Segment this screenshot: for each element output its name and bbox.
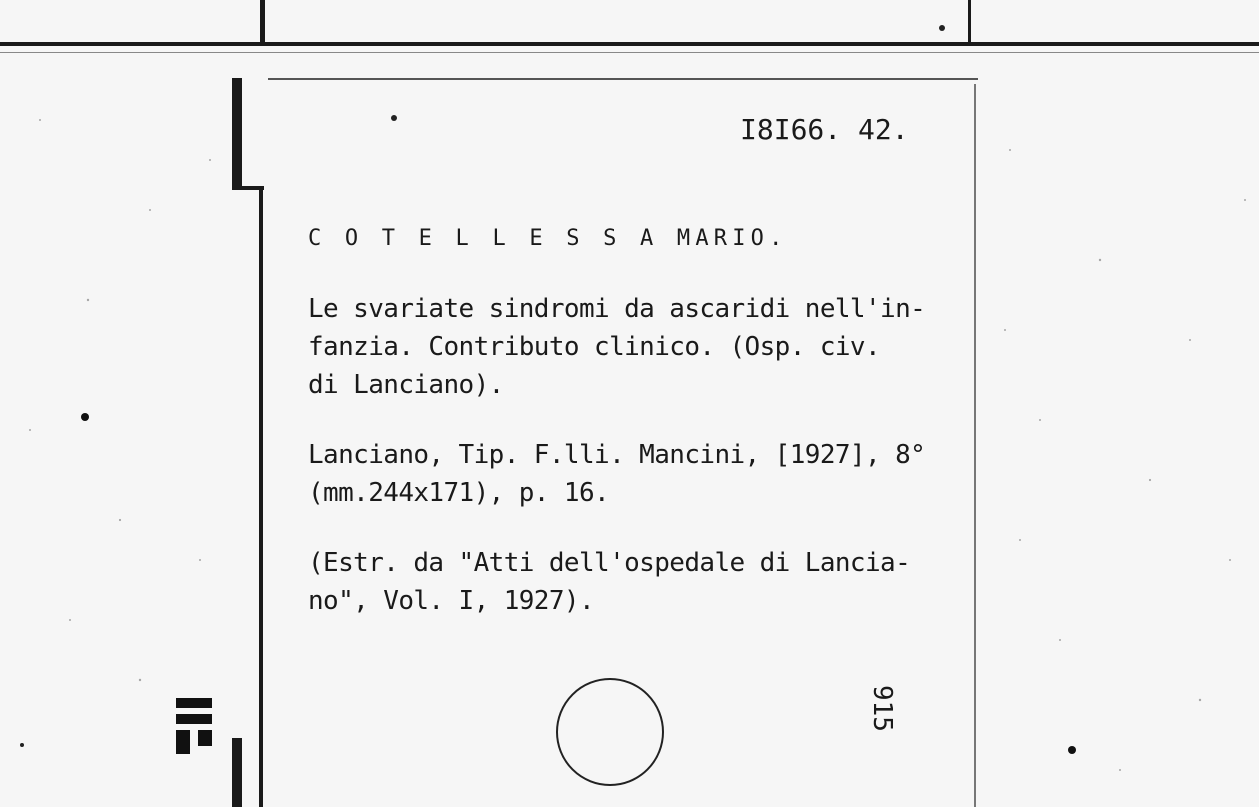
note-line: no", Vol. I, 1927). xyxy=(308,586,595,616)
dashed-tear-line xyxy=(0,52,1259,53)
top-card-bottom-edge xyxy=(0,42,1259,46)
top-card-left-edge xyxy=(260,0,265,46)
bottom-left-bracket xyxy=(232,738,242,807)
margin-mark-icon xyxy=(170,690,216,760)
top-card-right-edge xyxy=(968,0,971,46)
author-heading: C O T E L L E S S A MARIO. xyxy=(308,226,788,251)
title-line: fanzia. Contributo clinico. (Osp. civ. xyxy=(308,332,881,362)
title-line: Le svariate sindromi da ascaridi nell'in- xyxy=(308,294,926,324)
imprint-line: Lanciano, Tip. F.lli. Mancini, [1927], 8° xyxy=(308,440,926,470)
card-top-edge xyxy=(268,78,978,80)
left-bracket-foot xyxy=(232,186,264,190)
shelfmark: I8I66. 42. xyxy=(740,113,909,146)
note-line: (Estr. da "Atti dell'ospedale di Lancia- xyxy=(308,548,911,578)
stamp-circle xyxy=(556,678,664,786)
imprint-line: (mm.244x171), p. 16. xyxy=(308,478,610,508)
catalog-card xyxy=(262,84,977,807)
title-line: di Lanciano). xyxy=(308,370,504,400)
rotated-number: 915 xyxy=(867,685,897,732)
left-bracket-vertical xyxy=(232,78,242,190)
